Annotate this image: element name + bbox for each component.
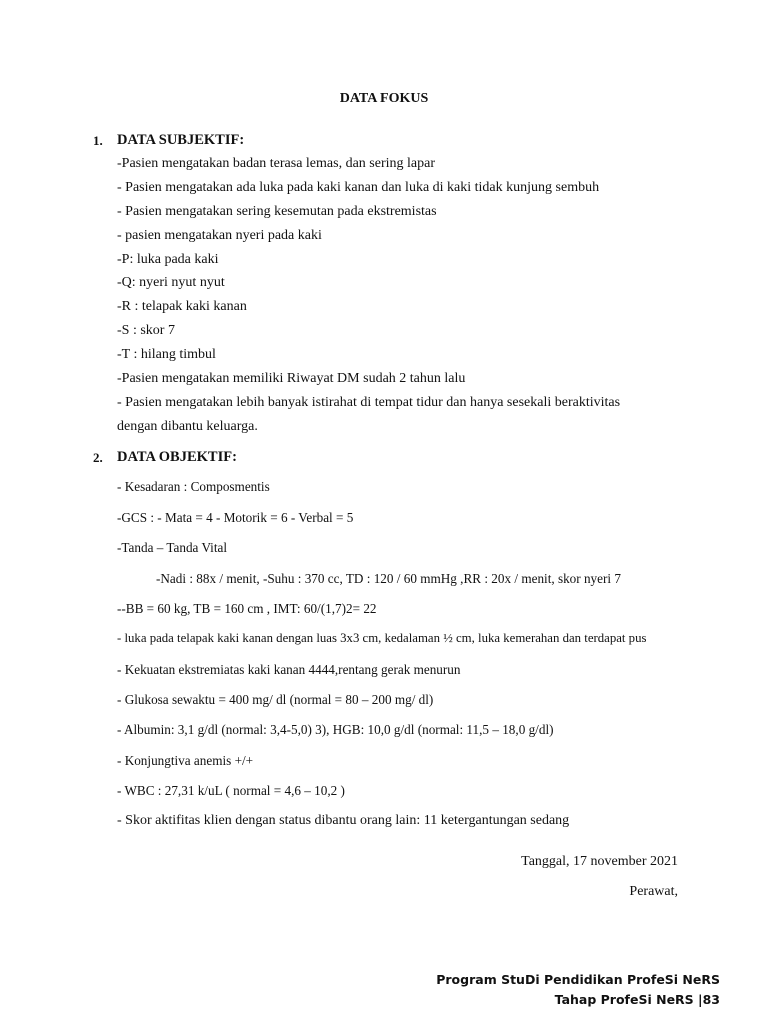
- section-1-number: 1.: [93, 133, 103, 148]
- footer-page: Tahap ProfeSi NeRS |83: [554, 992, 720, 1007]
- section-2-heading: DATA OBJEKTIF:: [117, 449, 237, 465]
- subjective-line: -P: luka pada kaki: [117, 252, 219, 267]
- objective-line-vitals: -Nadi : 88x / menit, -Suhu : 370 cc, TD : 120 / 60 mmHg ,RR : 20x / menit, skor nyeri 7: [156, 571, 621, 586]
- subjective-line: -T : hilang timbul: [117, 347, 216, 362]
- objective-line: - Skor aktifitas klien dengan status dibantu orang lain: 11 ketergantungan sedang: [117, 813, 570, 828]
- subjective-line: -R : telapak kaki kanan: [117, 299, 247, 314]
- objective-line: - Kekuatan ekstremiatas kaki kanan 4444,rentang gerak menurun: [117, 662, 461, 677]
- signature-date: Tanggal, 17 november 2021: [521, 854, 678, 869]
- subjective-line: -Pasien mengatakan badan terasa lemas, dan sering lapar: [117, 156, 435, 171]
- subjective-line: -S : skor 7: [117, 323, 175, 338]
- subjective-line: -Q: nyeri nyut nyut: [117, 275, 225, 290]
- objective-line: - Konjungtiva anemis +/+: [117, 753, 254, 768]
- objective-line: - WBC : 27,31 k/uL ( normal = 4,6 – 10,2 ): [117, 783, 345, 798]
- subjective-line: - Pasien mengatakan lebih banyak istirahat di tempat tidur dan hanya sesekali beraktivitas: [117, 395, 621, 410]
- objective-line: - Kesadaran : Composmentis: [117, 479, 270, 494]
- subjective-line: - pasien mengatakan nyeri pada kaki: [117, 228, 322, 243]
- objective-line: - luka pada telapak kaki kanan dengan luas 3x3 cm, kedalaman ½ cm, luka kemerahan dan terdapat pus: [117, 631, 647, 645]
- objective-line: - Albumin: 3,1 g/dl (normal: 3,4-5,0) 3), HGB: 10,0 g/dl (normal: 11,5 – 18,0 g/dl): [117, 722, 554, 737]
- section-1-heading: DATA SUBJEKTIF:: [117, 132, 245, 148]
- signature-role: Perawat,: [629, 884, 678, 899]
- subjective-line: -Pasien mengatakan memiliki Riwayat DM sudah 2 tahun lalu: [117, 371, 466, 386]
- objective-line: -Tanda – Tanda Vital: [117, 540, 228, 555]
- objective-line: - Glukosa sewaktu = 400 mg/ dl (normal = 80 – 200 mg/ dl): [117, 692, 434, 707]
- subjective-line: - Pasien mengatakan ada luka pada kaki kanan dan luka di kaki tidak kunjung sembuh: [117, 180, 600, 195]
- objective-line: --BB = 60 kg, TB = 160 cm , IMT: 60/(1,7)2= 22: [117, 601, 377, 616]
- page-title: DATA FOKUS: [339, 91, 429, 106]
- subjective-line: dengan dibantu keluarga.: [117, 419, 258, 434]
- footer-program: Program StuDi Pendidikan ProfeSi NeRS: [436, 972, 720, 987]
- subjective-line: - Pasien mengatakan sering kesemutan pada ekstremistas: [117, 204, 437, 219]
- objective-line: -GCS : - Mata = 4 - Motorik = 6 - Verbal = 5: [117, 510, 354, 525]
- section-2-number: 2.: [93, 450, 103, 465]
